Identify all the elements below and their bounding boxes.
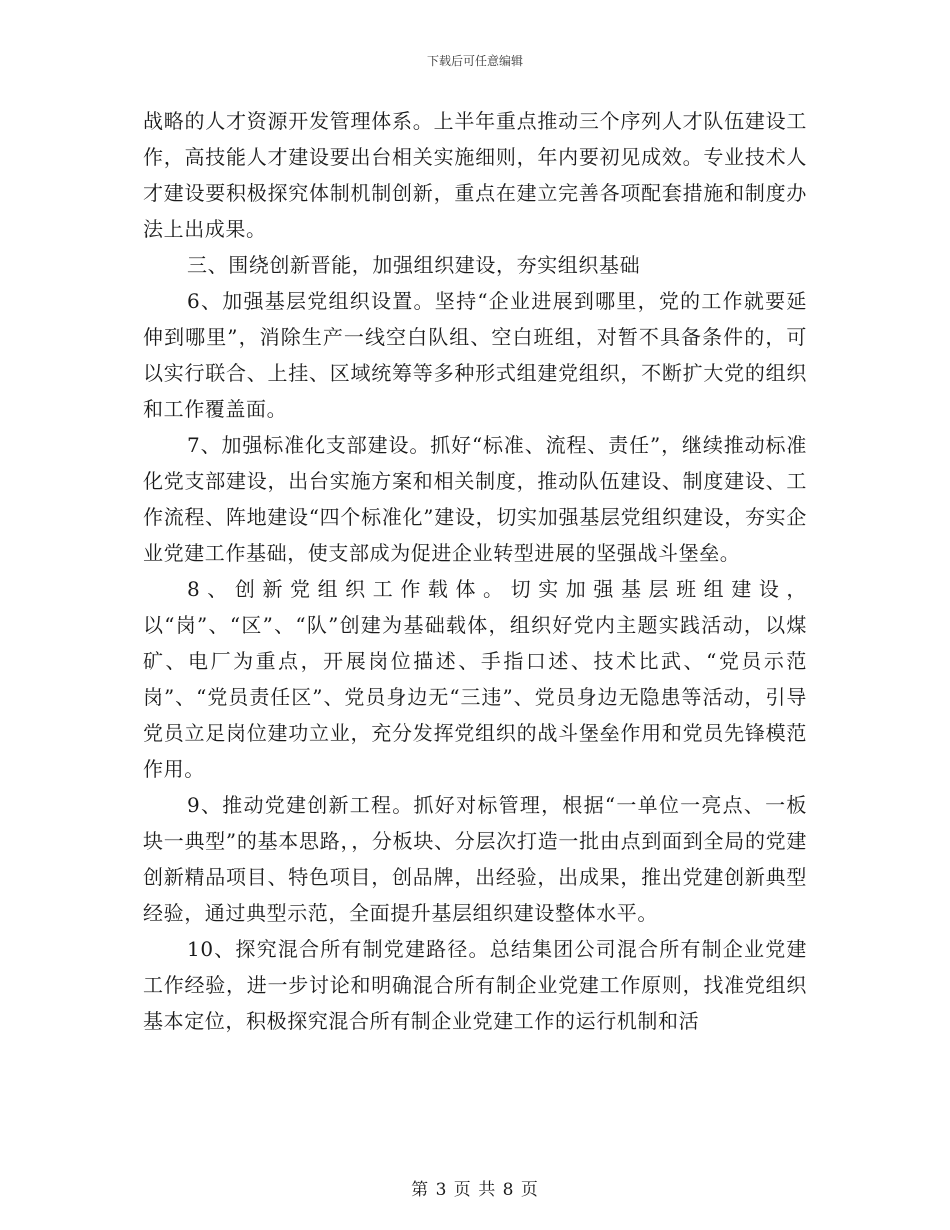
section-heading: 三、围绕创新晋能，加强组织建设，夯实组织基础 <box>187 253 641 277</box>
paragraph-item-10: 10、探究混合所有制党建路径。总结集团公司混合所有制企业党建工作经验，进一步讨论和明确混合所有制企业党建工作原则，找准党组织基本定位，积极探究混合所有制企业党建工作的运行机制和活 <box>143 937 807 1033</box>
page-number: 第 3 页 共 8 页 <box>411 1180 539 1200</box>
paragraph-continuation: 战略的人才资源开发管理体系。上半年重点推动三个序列人才队伍建设工作，高技能人才建设要出台相关实施细则，年内要初见成效。专业技术人才建设要积极探究体制机制创新，重点在建立完善各项配套措施和制度办法上出成果。 <box>143 109 807 241</box>
header-note: 下载后可任意编辑 <box>426 54 523 68</box>
paragraph-item-7: 7、加强标准化支部建设。抓好“标准、流程、责任”，继续推动标准化党支部建设，出台实施方案和相关制度，推动队伍建设、制度建设、工作流程、阵地建设“四个标准化”建设，切实加强基层党组织建设，夯实企业党建工作基础，使支部成为促进企业转型进展的坚强战斗堡垒。 <box>143 433 807 565</box>
paragraph-item-8: 8、创新党组织工作载体。切实加强基层班组建设，以“岗”、“区”、“队”创建为基础载体，组织好党内主题实践活动，以煤矿、电厂为重点，开展岗位描述、手指口述、技术比武、“党员示范岗”、“党员责任区”、党员身边无“三违”、党员身边无隐患等活动，引导党员立足岗位建功立业，充分发挥党组织的战斗堡垒作用和党员先锋模范作用。 <box>143 577 807 781</box>
paragraph-item-9: 9、推动党建创新工程。抓好对标管理，根据“一单位一亮点、一板块一典型”的基本思路，，分板块、分层次打造一批由点到面到全局的党建创新精品项目、特色项目，创品牌，出经验，出成果，推出党建创新典型经验，通过典型示范，全面提升基层组织建设整体水平。 <box>143 793 807 925</box>
document-body <box>143 103 807 1039</box>
paragraph-item-6: 6、加强基层党组织设置。坚持“企业进展到哪里，党的工作就要延伸到哪里”，消除生产一线空白队组、空白班组，对暂不具备条件的，可以实行联合、上挂、区域统筹等多种形式组建党组织，不断扩大党的组织和工作覆盖面。 <box>143 289 807 421</box>
